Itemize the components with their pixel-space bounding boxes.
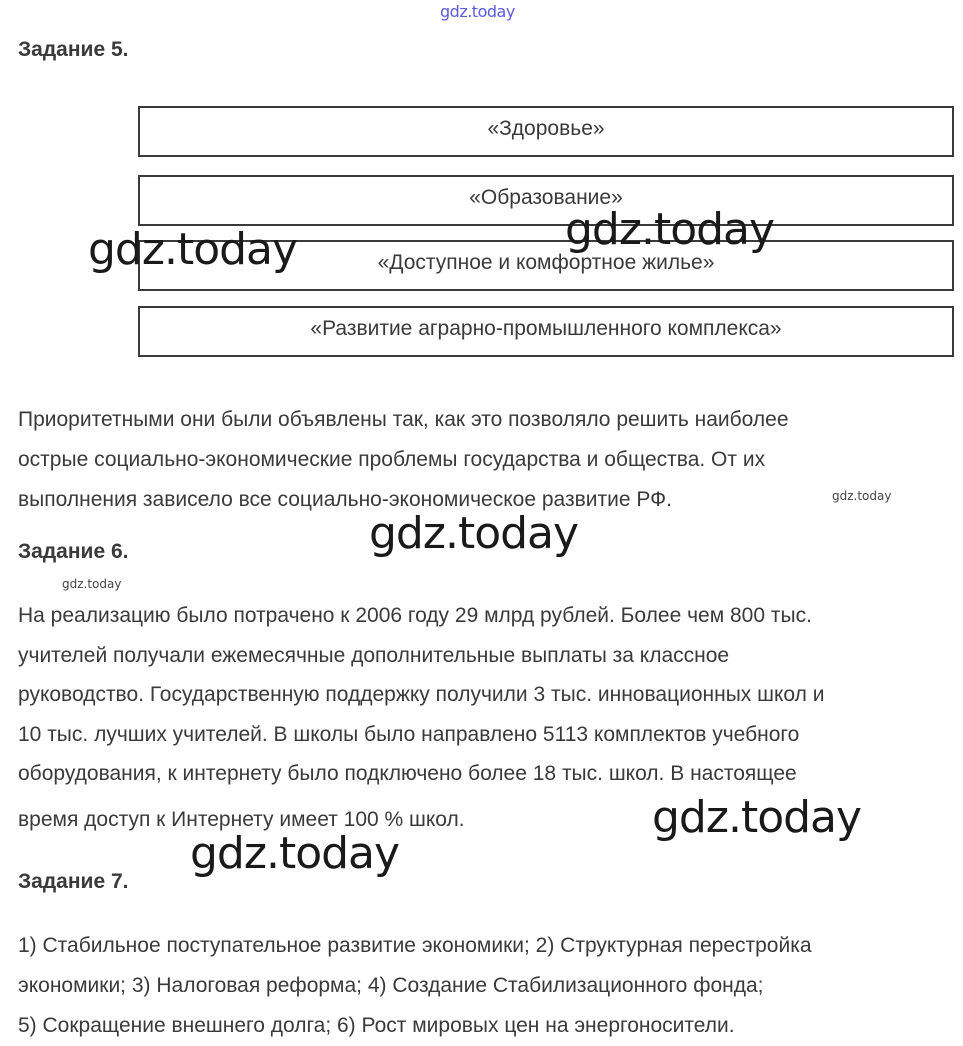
task-5-paragraph (18, 400, 789, 520)
task-7-title: Задание 7. (18, 870, 129, 893)
paragraph-line: экономики; 3) Налоговая реформа; 4) Создание Стабилизационного фонда; (18, 974, 764, 997)
paragraph-line: руководство. Государственную поддержку получили 3 тыс. инновационных школ и (18, 683, 825, 706)
answer-box-label: «Образование» (469, 186, 623, 209)
answer-box-label: «Здоровье» (487, 117, 605, 140)
paragraph-line: 5) Сокращение внешнего долга; 6) Рост мировых цен на энергоносители. (18, 1014, 735, 1037)
paragraph-line: На реализацию было потрачено к 2006 году 29 млрд рублей. Более чем 800 тыс. (18, 604, 812, 627)
task-7-paragraph (18, 926, 812, 1046)
paragraph-line: выполнения зависело все социально-экономическое развитие РФ. (18, 488, 672, 511)
task-6-title: Задание 6. (18, 540, 129, 563)
answer-box-agriculture (138, 306, 954, 357)
watermark: gdz.today (190, 828, 400, 879)
paragraph-line: 10 тыс. лучших учителей. В школы было направлено 5113 комплектов учебного (18, 722, 800, 746)
watermark-small: gdz.today (832, 489, 892, 503)
watermark: gdz.today (88, 224, 298, 275)
answer-box-housing (138, 240, 954, 291)
paragraph-line: время доступ к Интернету имеет 100 % школ. (18, 807, 465, 831)
answer-box-education (138, 175, 954, 226)
task-6-paragraph (18, 596, 824, 839)
paragraph-line: 1) Стабильное поступательное развитие экономики; 2) Структурная перестройка (18, 934, 812, 957)
paragraph-line: оборудования, к интернету было подключено более 18 тыс. школ. В настоящее (18, 762, 797, 785)
answer-box-label: «Доступное и комфортное жилье» (377, 251, 715, 274)
task-5-title: Задание 5. (18, 38, 129, 61)
watermark: gdz.today (369, 508, 579, 559)
watermark: gdz.today (565, 204, 775, 255)
watermark: gdz.today (652, 792, 862, 843)
answer-box-label: «Развитие аграрно-промышленного комплекса» (310, 317, 782, 340)
watermark-small: gdz.today (62, 577, 122, 591)
watermark-top: gdz.today (440, 2, 515, 21)
paragraph-line: Приоритетными они были объявлены так, как это позволяло решить наиболее (18, 408, 789, 431)
paragraph-line: учителей получали ежемесячные дополнительные выплаты за классное (18, 643, 730, 667)
answer-box-health (138, 106, 954, 157)
paragraph-line: острые социально-экономические проблемы государства и общества. От их (18, 448, 766, 471)
